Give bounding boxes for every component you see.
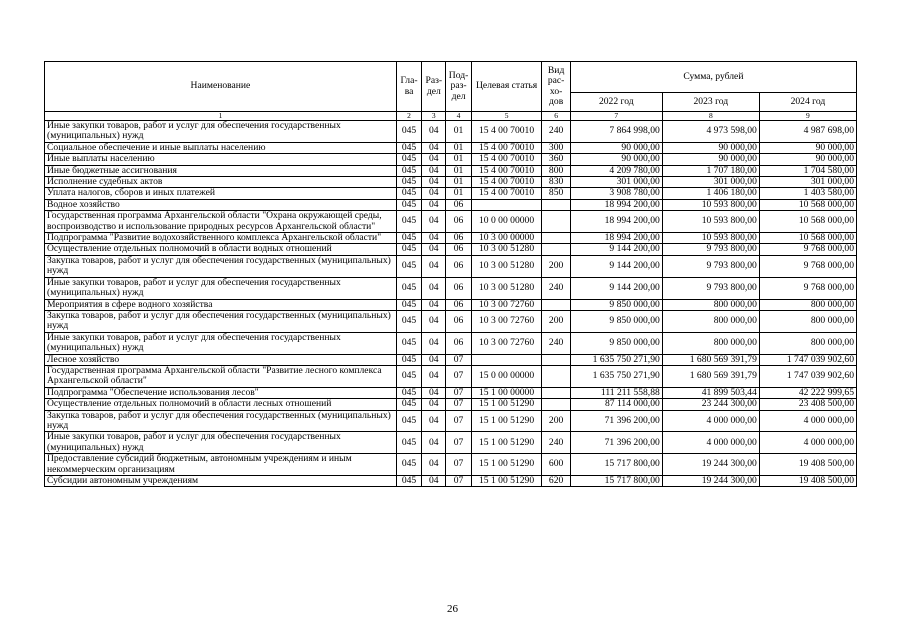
cell-s2: 23 244 300,00 xyxy=(662,399,759,410)
cell-rz: 04 xyxy=(422,233,446,244)
table-row xyxy=(45,211,857,233)
cell-vr: 620 xyxy=(542,476,570,487)
table-row xyxy=(45,310,857,332)
cell-rz: 04 xyxy=(422,255,446,277)
cell-s3: 800 000,00 xyxy=(759,299,856,310)
table-row xyxy=(45,332,857,354)
header-target: Целевая статья xyxy=(471,62,542,112)
cell-pr: 07 xyxy=(446,432,471,454)
cell-name: Иные выплаты населению xyxy=(45,154,397,165)
cell-vr xyxy=(542,365,570,387)
table-row xyxy=(45,255,857,277)
colnum: 2 xyxy=(396,112,421,121)
cell-pr: 07 xyxy=(446,387,471,398)
cell-cs: 15 1 00 51290 xyxy=(471,476,542,487)
header-2022: 2022 год xyxy=(570,93,662,112)
cell-rz: 04 xyxy=(422,399,446,410)
cell-s3: 23 408 500,00 xyxy=(759,399,856,410)
cell-s2: 19 244 300,00 xyxy=(662,454,759,476)
cell-s3: 800 000,00 xyxy=(759,332,856,354)
cell-vr xyxy=(542,299,570,310)
cell-s3: 19 408 500,00 xyxy=(759,476,856,487)
cell-pr: 06 xyxy=(446,255,471,277)
cell-gl: 045 xyxy=(396,255,421,277)
cell-name: Подпрограмма "Развитие водохозяйственного комплекса Архангельской области" xyxy=(45,233,397,244)
cell-s2: 90 000,00 xyxy=(662,142,759,153)
cell-cs: 15 4 00 70010 xyxy=(471,165,542,176)
cell-s3: 9 768 000,00 xyxy=(759,244,856,255)
cell-vr: 600 xyxy=(542,454,570,476)
cell-cs: 10 3 00 00000 xyxy=(471,233,542,244)
cell-cs: 15 1 00 00000 xyxy=(471,387,542,398)
cell-s2: 4 973 598,00 xyxy=(662,121,759,143)
cell-gl: 045 xyxy=(396,432,421,454)
cell-gl: 045 xyxy=(396,354,421,365)
cell-pr: 01 xyxy=(446,165,471,176)
cell-s3: 19 408 500,00 xyxy=(759,454,856,476)
cell-s2: 90 000,00 xyxy=(662,154,759,165)
cell-rz: 04 xyxy=(422,244,446,255)
cell-cs xyxy=(471,199,542,210)
cell-pr: 06 xyxy=(446,332,471,354)
cell-vr xyxy=(542,399,570,410)
header-glava: Гла-ва xyxy=(396,62,421,112)
cell-s3: 4 987 698,00 xyxy=(759,121,856,143)
table-row xyxy=(45,233,857,244)
cell-rz: 04 xyxy=(422,354,446,365)
table-row xyxy=(45,177,857,188)
cell-vr xyxy=(542,233,570,244)
cell-name: Иные закупки товаров, работ и услуг для обеспечения государственных (муниципальных) нужд xyxy=(45,332,397,354)
cell-s1: 9 144 200,00 xyxy=(570,255,662,277)
cell-s2: 800 000,00 xyxy=(662,332,759,354)
cell-s3: 10 568 000,00 xyxy=(759,199,856,210)
cell-rz: 04 xyxy=(422,188,446,199)
cell-vr: 240 xyxy=(542,277,570,299)
cell-s3: 1 403 580,00 xyxy=(759,188,856,199)
cell-s1: 87 114 000,00 xyxy=(570,399,662,410)
cell-pr: 06 xyxy=(446,310,471,332)
cell-name: Закупка товаров, работ и услуг для обеспечения государственных (муниципальных) нужд xyxy=(45,310,397,332)
cell-s2: 1 707 180,00 xyxy=(662,165,759,176)
cell-rz: 04 xyxy=(422,211,446,233)
cell-pr: 07 xyxy=(446,410,471,432)
table-row xyxy=(45,244,857,255)
cell-name: Закупка товаров, работ и услуг для обеспечения государственных (муниципальных) нужд xyxy=(45,255,397,277)
cell-s2: 41 899 503,44 xyxy=(662,387,759,398)
cell-s3: 10 568 000,00 xyxy=(759,233,856,244)
cell-gl: 045 xyxy=(396,165,421,176)
cell-s2: 800 000,00 xyxy=(662,310,759,332)
cell-pr: 07 xyxy=(446,454,471,476)
colnum: 6 xyxy=(542,112,570,121)
cell-name: Иные закупки товаров, работ и услуг для обеспечения государственных (муниципальных) нужд xyxy=(45,121,397,143)
table-row xyxy=(45,476,857,487)
cell-cs: 15 1 00 51290 xyxy=(471,399,542,410)
cell-gl: 045 xyxy=(396,121,421,143)
cell-rz: 04 xyxy=(422,199,446,210)
cell-name: Водное хозяйство xyxy=(45,199,397,210)
cell-name: Иные закупки товаров, работ и услуг для обеспечения государственных (муниципальных) нужд xyxy=(45,277,397,299)
cell-s3: 800 000,00 xyxy=(759,310,856,332)
header-2024: 2024 год xyxy=(759,93,856,112)
cell-rz: 04 xyxy=(422,365,446,387)
cell-gl: 045 xyxy=(396,399,421,410)
cell-gl: 045 xyxy=(396,454,421,476)
cell-cs: 10 3 00 72760 xyxy=(471,310,542,332)
cell-s1: 9 144 200,00 xyxy=(570,277,662,299)
table-row xyxy=(45,199,857,210)
cell-name: Исполнение судебных актов xyxy=(45,177,397,188)
cell-s1: 4 209 780,00 xyxy=(570,165,662,176)
cell-s1: 111 211 558,88 xyxy=(570,387,662,398)
colnum: 7 xyxy=(570,112,662,121)
cell-s1: 9 850 000,00 xyxy=(570,299,662,310)
colnum: 8 xyxy=(662,112,759,121)
cell-gl: 045 xyxy=(396,387,421,398)
table-row xyxy=(45,142,857,153)
cell-name: Иные бюджетные ассигнования xyxy=(45,165,397,176)
cell-vr xyxy=(542,244,570,255)
cell-vr: 300 xyxy=(542,142,570,153)
cell-name: Государственная программа Архангельской области "Охрана окружающей среды, воспроизводство и использование природных ресурсов Архангельской области" xyxy=(45,211,397,233)
cell-rz: 04 xyxy=(422,277,446,299)
cell-cs: 15 0 00 00000 xyxy=(471,365,542,387)
cell-gl: 045 xyxy=(396,476,421,487)
cell-pr: 06 xyxy=(446,277,471,299)
cell-vr: 360 xyxy=(542,154,570,165)
cell-name: Субсидии автономным учреждениям xyxy=(45,476,397,487)
cell-rz: 04 xyxy=(422,142,446,153)
table-body xyxy=(45,121,857,487)
table-row xyxy=(45,387,857,398)
cell-name: Государственная программа Архангельской области "Развитие лесного комплекса Архангельской области" xyxy=(45,365,397,387)
cell-name: Предоставление субсидий бюджетным, автономным учреждениям и иным некоммерческим организациям xyxy=(45,454,397,476)
cell-pr: 06 xyxy=(446,199,471,210)
cell-pr: 01 xyxy=(446,188,471,199)
cell-rz: 04 xyxy=(422,299,446,310)
cell-s3: 90 000,00 xyxy=(759,154,856,165)
table-row xyxy=(45,154,857,165)
table-row xyxy=(45,354,857,365)
cell-cs: 10 0 00 00000 xyxy=(471,211,542,233)
cell-gl: 045 xyxy=(396,154,421,165)
cell-s1: 9 850 000,00 xyxy=(570,332,662,354)
cell-rz: 04 xyxy=(422,332,446,354)
cell-s3: 10 568 000,00 xyxy=(759,211,856,233)
cell-name: Иные закупки товаров, работ и услуг для обеспечения государственных (муниципальных) нужд xyxy=(45,432,397,454)
cell-s3: 1 747 039 902,60 xyxy=(759,354,856,365)
header-sum: Сумма, рублей xyxy=(570,62,856,93)
cell-pr: 01 xyxy=(446,142,471,153)
cell-gl: 045 xyxy=(396,188,421,199)
cell-gl: 045 xyxy=(396,211,421,233)
cell-cs: 10 3 00 51280 xyxy=(471,255,542,277)
cell-s2: 1 680 569 391,79 xyxy=(662,365,759,387)
cell-cs: 15 4 00 70010 xyxy=(471,121,542,143)
cell-rz: 04 xyxy=(422,476,446,487)
cell-s1: 71 396 200,00 xyxy=(570,410,662,432)
cell-s1: 7 864 998,00 xyxy=(570,121,662,143)
cell-cs: 15 4 00 70010 xyxy=(471,177,542,188)
cell-cs: 10 3 00 51280 xyxy=(471,244,542,255)
colnum: 4 xyxy=(446,112,471,121)
cell-pr: 01 xyxy=(446,121,471,143)
cell-vr xyxy=(542,387,570,398)
cell-s2: 1 406 180,00 xyxy=(662,188,759,199)
cell-cs: 15 4 00 70010 xyxy=(471,142,542,153)
cell-s2: 10 593 800,00 xyxy=(662,211,759,233)
cell-cs: 10 3 00 72760 xyxy=(471,299,542,310)
cell-rz: 04 xyxy=(422,165,446,176)
cell-s3: 42 222 999,65 xyxy=(759,387,856,398)
cell-pr: 07 xyxy=(446,354,471,365)
header-name: Наименование xyxy=(45,62,397,112)
cell-s1: 1 635 750 271,90 xyxy=(570,365,662,387)
table-row xyxy=(45,432,857,454)
cell-name: Лесное хозяйство xyxy=(45,354,397,365)
cell-rz: 04 xyxy=(422,177,446,188)
cell-rz: 04 xyxy=(422,387,446,398)
cell-gl: 045 xyxy=(396,365,421,387)
cell-gl: 045 xyxy=(396,177,421,188)
cell-gl: 045 xyxy=(396,299,421,310)
cell-pr: 01 xyxy=(446,177,471,188)
cell-gl: 045 xyxy=(396,142,421,153)
cell-s3: 1 747 039 902,60 xyxy=(759,365,856,387)
colnum: 9 xyxy=(759,112,856,121)
cell-gl: 045 xyxy=(396,310,421,332)
cell-cs xyxy=(471,354,542,365)
cell-s1: 9 850 000,00 xyxy=(570,310,662,332)
cell-name: Подпрограмма "Обеспечение использования лесов" xyxy=(45,387,397,398)
cell-s1: 18 994 200,00 xyxy=(570,199,662,210)
cell-gl: 045 xyxy=(396,277,421,299)
cell-gl: 045 xyxy=(396,332,421,354)
cell-gl: 045 xyxy=(396,199,421,210)
cell-cs: 15 4 00 70010 xyxy=(471,188,542,199)
cell-s2: 1 680 569 391,79 xyxy=(662,354,759,365)
cell-s2: 800 000,00 xyxy=(662,299,759,310)
cell-s1: 90 000,00 xyxy=(570,154,662,165)
cell-s2: 301 000,00 xyxy=(662,177,759,188)
cell-rz: 04 xyxy=(422,410,446,432)
table-row xyxy=(45,299,857,310)
header-2023: 2023 год xyxy=(662,93,759,112)
cell-name: Социальное обеспечение и иные выплаты населению xyxy=(45,142,397,153)
cell-name: Осуществление отдельных полномочий в области лесных отношений xyxy=(45,399,397,410)
cell-s1: 15 717 800,00 xyxy=(570,476,662,487)
cell-rz: 04 xyxy=(422,432,446,454)
cell-s2: 10 593 800,00 xyxy=(662,199,759,210)
table-row xyxy=(45,399,857,410)
cell-s3: 9 768 000,00 xyxy=(759,277,856,299)
table-row xyxy=(45,277,857,299)
cell-pr: 07 xyxy=(446,365,471,387)
cell-pr: 06 xyxy=(446,233,471,244)
cell-s1: 9 144 200,00 xyxy=(570,244,662,255)
cell-pr: 01 xyxy=(446,154,471,165)
header-razdel: Раз-дел xyxy=(422,62,446,112)
cell-rz: 04 xyxy=(422,310,446,332)
cell-vr: 240 xyxy=(542,332,570,354)
cell-s3: 1 704 580,00 xyxy=(759,165,856,176)
cell-vr: 200 xyxy=(542,410,570,432)
budget-table xyxy=(44,61,857,487)
cell-s1: 1 635 750 271,90 xyxy=(570,354,662,365)
cell-s2: 9 793 800,00 xyxy=(662,244,759,255)
cell-s3: 4 000 000,00 xyxy=(759,432,856,454)
cell-pr: 07 xyxy=(446,399,471,410)
cell-s2: 9 793 800,00 xyxy=(662,255,759,277)
cell-gl: 045 xyxy=(396,410,421,432)
cell-s1: 90 000,00 xyxy=(570,142,662,153)
header-podrazdel: Под-раз-дел xyxy=(446,62,471,112)
cell-s1: 18 994 200,00 xyxy=(570,233,662,244)
cell-s1: 301 000,00 xyxy=(570,177,662,188)
cell-s3: 9 768 000,00 xyxy=(759,255,856,277)
cell-cs: 10 3 00 72760 xyxy=(471,332,542,354)
cell-pr: 07 xyxy=(446,476,471,487)
cell-rz: 04 xyxy=(422,454,446,476)
cell-vr: 850 xyxy=(542,188,570,199)
cell-s2: 4 000 000,00 xyxy=(662,410,759,432)
cell-name: Мероприятия в сфере водного хозяйства xyxy=(45,299,397,310)
table-row xyxy=(45,454,857,476)
cell-cs: 15 4 00 70010 xyxy=(471,154,542,165)
table-row xyxy=(45,410,857,432)
cell-s3: 4 000 000,00 xyxy=(759,410,856,432)
cell-gl: 045 xyxy=(396,233,421,244)
colnum: 1 xyxy=(45,112,397,121)
cell-vr: 200 xyxy=(542,310,570,332)
cell-vr: 800 xyxy=(542,165,570,176)
page-number: 26 xyxy=(447,603,458,615)
cell-gl: 045 xyxy=(396,244,421,255)
cell-vr xyxy=(542,211,570,233)
cell-name: Осуществление отдельных полномочий в области водных отношений xyxy=(45,244,397,255)
cell-cs: 15 1 00 51290 xyxy=(471,454,542,476)
cell-vr: 240 xyxy=(542,121,570,143)
cell-pr: 06 xyxy=(446,299,471,310)
cell-s2: 10 593 800,00 xyxy=(662,233,759,244)
cell-s2: 9 793 800,00 xyxy=(662,277,759,299)
cell-vr: 200 xyxy=(542,255,570,277)
cell-cs: 10 3 00 51280 xyxy=(471,277,542,299)
cell-pr: 06 xyxy=(446,244,471,255)
cell-vr xyxy=(542,354,570,365)
cell-vr: 830 xyxy=(542,177,570,188)
cell-cs: 15 1 00 51290 xyxy=(471,432,542,454)
cell-s3: 90 000,00 xyxy=(759,142,856,153)
table-row xyxy=(45,121,857,143)
table-row xyxy=(45,165,857,176)
colnum: 5 xyxy=(471,112,542,121)
cell-s1: 15 717 800,00 xyxy=(570,454,662,476)
header-vid: Вид рас-хо-дов xyxy=(542,62,570,112)
table-row xyxy=(45,188,857,199)
cell-s1: 71 396 200,00 xyxy=(570,432,662,454)
cell-s1: 3 908 780,00 xyxy=(570,188,662,199)
cell-vr xyxy=(542,199,570,210)
cell-cs: 15 1 00 51290 xyxy=(471,410,542,432)
cell-rz: 04 xyxy=(422,154,446,165)
cell-name: Уплата налогов, сборов и иных платежей xyxy=(45,188,397,199)
colnum: 3 xyxy=(422,112,446,121)
cell-s2: 4 000 000,00 xyxy=(662,432,759,454)
cell-s3: 301 000,00 xyxy=(759,177,856,188)
cell-s1: 18 994 200,00 xyxy=(570,211,662,233)
table-row xyxy=(45,365,857,387)
cell-rz: 04 xyxy=(422,121,446,143)
cell-pr: 06 xyxy=(446,211,471,233)
cell-s2: 19 244 300,00 xyxy=(662,476,759,487)
cell-vr: 240 xyxy=(542,432,570,454)
cell-name: Закупка товаров, работ и услуг для обеспечения государственных (муниципальных) нужд xyxy=(45,410,397,432)
